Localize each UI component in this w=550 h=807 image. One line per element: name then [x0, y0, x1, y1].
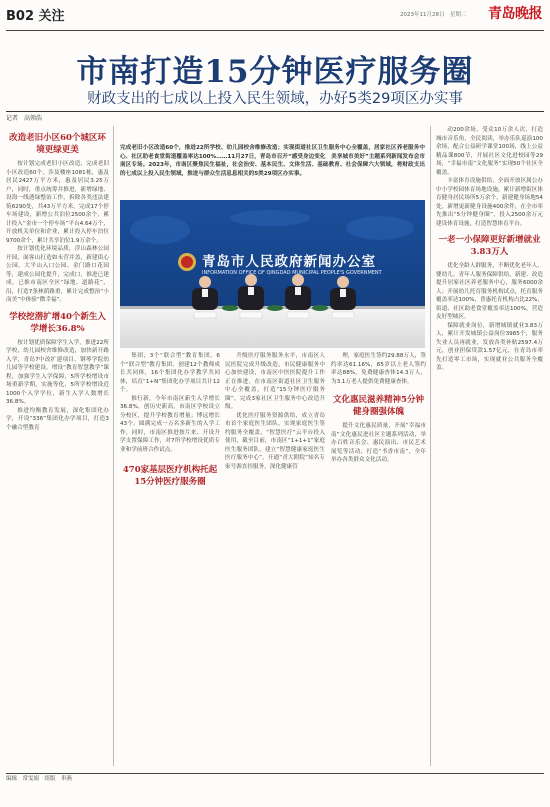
page-date: 2023年11月28日 星期二 [400, 12, 467, 18]
press-conference-photo [120, 200, 425, 348]
col5-headline: 一老一小保障更好新增就业3.83万人 [438, 235, 541, 257]
col4-paragraph-1: 理，家庭医生签约29.88万人，签约率达61.16%，65岁以上老人签约率达88%，免费健康查体14.3万人，为3.1万老人提供免费健康查体。 [331, 353, 426, 385]
col1-paragraph-2: 按计划优化环境品质，浮山森林公园开园，面客山打造如永营并盖，新建街心公园，大平山入口公园、金门路口花园等，建成公园化提升，完成口，推进已建成，已推市南区全区“绿地、道路花”、沿，打造7条林荫路重，累计完成整治“小而美”中体验“微幸福”。 [6, 246, 109, 303]
col5-paragraph-1: 动200余场，受众10万余人次，打造城市音乐角，全民阅读，举办乐队巡演100余场，配合公益研学课堂100场，线上公益精品课800节，开展社区文化进校园等29场，“幸福市南”文化服务“实现50个社区全覆盖。 [436, 127, 543, 176]
col2-paragraph-1: 集团，3个“联合型”教育集团，6个“联合型”教育集团，创建12个教师成长共同体，16个集团化办学教学共同体，培育“1+N”集团化办学项目共计12个。 [120, 353, 220, 393]
col5-paragraph-4: 保障就业岗位，新增城镇就业3.83万人，累计开发城镇公益岗位3985个，服务失业人员再就业，发放各类补贴2597.4万元，创业担保贷款1.57亿元，在青岛市率先打造零工市场，实现就业公共服务全覆盖。 [436, 322, 543, 371]
author-byline: 记者 高领浩 [6, 115, 43, 122]
col4-headline: 文化惠民滋养精神5分钟健身圈强体魄 [333, 395, 424, 417]
column-2 [120, 352, 220, 764]
masthead-logo: 青岛晚报 [488, 6, 542, 22]
col1-headline-2: 学校挖潜扩增40个新生入学增长36.8% [9, 311, 106, 334]
photo-banner-subtitle: INFORMATION OFFICE OF QINGDAO MUNICIPAL PEOPLE'S GOVERNMENT [202, 270, 382, 276]
col2-paragraph-2: 推行新，今年市南区新生入学增长36.8%，创历史新高，市南区学校设立分校区，提升学校教育增量；博远增长43个，圆满完成一万名多新生的入学工作，同时，市南区推进按片来、开设升学支置保障工作，对7所学校增设优质专业和学前班合作试点。 [120, 395, 220, 453]
col1-headline: 改造老旧小区60个城区环境更绿更美 [9, 133, 106, 155]
lead-paragraph: 完成老旧小区改造60个，推进22所学校、幼儿园校舍维修改造；实现街道社区卫生服务中心全覆盖，居家社区养老服务中心、社区助老食堂街道覆盖率达100%……11月27日，青岛市召开“感受身边变化 美享城市美好”主题系列新闻发布会市南区专场。2023年，市南区聚焦民生福祉，社会治安、基本民生、文体生活、基础教育、社会保障六大领域，将财政支出的七成以上投入民生领域，推进与群众生活息息相关的5类29项区办实事。 [120, 145, 425, 177]
bottom-rule [6, 773, 544, 774]
headline-rule [6, 111, 544, 112]
col5-paragraph-2: 丰富体育设施供给，全面开放区属公办中小学校园体育场地设施，累计新增街区体育健身居民场所5万余个，新建健身场地54处，新增更新健身设施400余件，在全市率先推出“5分钟健身圈”，投入2500余万元建设体育设施，打造智慧体育平台。 [436, 178, 543, 227]
top-rule [6, 30, 544, 31]
col5-paragraph-3: 优化全龄人群服务，不断优化老年人、婴幼儿、青年人服务保障供给，新建、改造提升居家社区养老服务中心，服务6000余人；开展幼儿托育服务机构试点，托育服务覆盖率达100%，普惠托育机构占比22%，街道、社区助老食堂覆盖率达100%，营造友好型城区。 [436, 263, 543, 320]
col1-paragraph-3: 按计划优质保障学生入学，推进22所学校，幼儿园校舍维修改造，加快新开路入学，青岛7中改扩建项目，钢琴学院幼儿园等学校建设，增设“教育智慧教学”课程，加强学生入学保障，5所学校增设市场重新学期，实施等化，5所学校增设近1000个入学学位，新生入学人数增长36.8%。 [6, 339, 109, 405]
column-divider [430, 126, 431, 766]
col1-paragraph-4: 推进均衡教育发展，深化集团化办学，开设“336”集团化办学项目，打造3个融合型教育 [6, 407, 109, 431]
column-1 [6, 126, 109, 766]
column-5 [436, 126, 543, 766]
col3-paragraph-2: 优化医疗服务资源供给，成立青岛市首个家庭医生团队，实现家庭医生签约服务全覆盖，“智慧医疗”云平台投入使用，截至目前，市南区“1+1+1”家庭医生服务团队，建立“智慧健康家庭医生医疗服务中心”，开通“青大附院”知名专家号源直挂服务，深化健康管 [225, 412, 325, 470]
column-divider [113, 126, 114, 766]
col2-headline: 470家基层医疗机构托起15分钟医疗服务圈 [122, 465, 218, 487]
col4-paragraph-2: 提升文化惠民质量，开展“幸福市南”文化惠民进社区主题系列活动，举办百姓音乐会、惠民演出、市民艺术展览等活动，打造“书香市南”，全年举办各类群众文化活动。 [331, 423, 426, 463]
column-4 [331, 352, 426, 764]
section-code: B02 关注 [6, 9, 65, 24]
col3-paragraph-1: 升级医疗服务服务水平，市南区人民医院完成升级改造，市民健康服务中心加快建设，市南区中医医院提升工作正在推进，在市南区街道社区卫生服务中心全覆盖，打造“15分钟医疗服务圈”，完成3家社区卫生服务中心改造升级。 [225, 353, 325, 410]
subheadline: 财政支出的七成以上投入民生领域，办好5类29项区办实事 [87, 91, 463, 107]
editor-credit: 编辑 常雯娟 组版 車燕 [6, 776, 73, 782]
photo-banner-title: 青岛市人民政府新闻办公室 [202, 254, 376, 270]
column-3 [225, 352, 325, 764]
col1-paragraph-1: 按计划完成老旧小区改造，完成老旧小区改造60个，涉及楼座1081栋，惠及居民2427万平方米，惠及居民3.25万户，同时，重点统筹并推进，新增绿地、设海一线透绿整治工作，拆除各类违法建筑6290处，共43万平方米，完成17个停车场建设，新增公共泊位2500余个，累计投入“金市一个停车场”平台4.64万个，开放机关单位和企业，累计投入停车泊位9700余个，累计共享泊位1.9万余个。 [6, 161, 109, 244]
headline: 市南打造15分钟医疗服务圈 [76, 54, 474, 90]
